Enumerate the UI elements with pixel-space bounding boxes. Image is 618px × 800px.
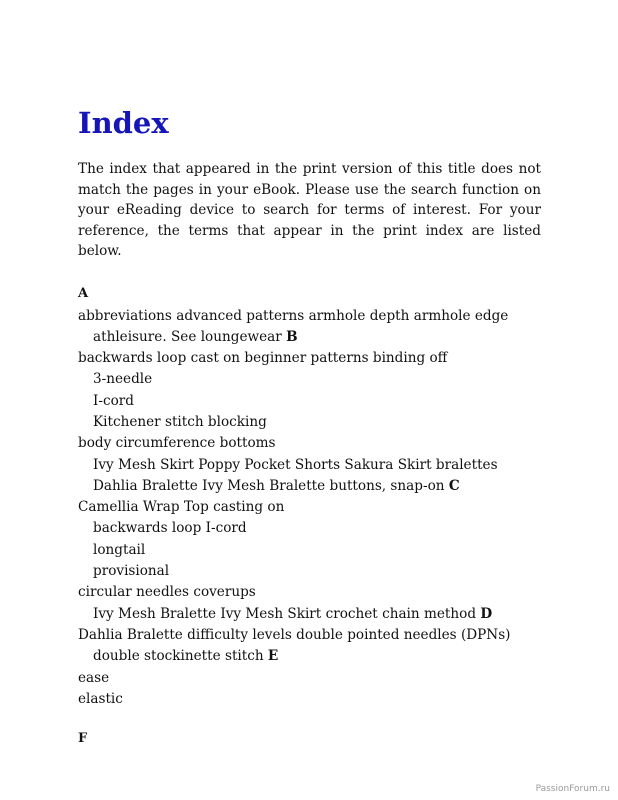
entry-text: backwards loop cast on beginner patterns binding off <box>78 350 448 367</box>
entry-text: Kitchener stitch blocking <box>93 413 267 430</box>
entry-text: Ivy Mesh Skirt Poppy Pocket Shorts Sakura Skirt bralettes <box>93 456 498 473</box>
entry-text: elastic <box>78 690 123 707</box>
entry-text: Dahlia Bralette Ivy Mesh Bralette buttons, snap-on <box>93 477 449 494</box>
index-entry <box>78 497 541 518</box>
index-subentry <box>78 476 541 497</box>
index-subentry <box>78 518 541 539</box>
index-subentry <box>78 369 541 390</box>
next-section-letter: D <box>480 605 493 622</box>
entry-text: circular needles coverups <box>78 584 256 601</box>
entry-text: body circumference bottoms <box>78 435 276 452</box>
index-entry <box>78 348 541 369</box>
entry-text: 3-needle <box>93 371 153 388</box>
section-letter-f: F <box>78 731 88 747</box>
entry-text: backwards loop I-cord <box>93 520 247 537</box>
index-subentry <box>78 561 541 582</box>
entry-text: Dahlia Bralette difficulty levels double pointed needles (DPNs) <box>78 626 511 643</box>
entry-text: Camellia Wrap Top casting on <box>78 499 285 516</box>
index-subentry <box>78 455 541 476</box>
index-subentry <box>78 412 541 433</box>
intro-paragraph: The index that appeared in the print version of this title does not match the pages in your eBook. Please use the search function on your eReading device to search for terms of interest. For your reference, the terms that appear in the print index are listed below. <box>78 161 541 259</box>
entry-text: Ivy Mesh Bralette Ivy Mesh Skirt crochet chain method <box>93 605 481 622</box>
index-page <box>78 104 541 749</box>
entry-text: provisional <box>93 563 170 580</box>
index-subentry <box>78 604 541 625</box>
entry-text: athleisure. See loungewear <box>93 328 287 345</box>
index-subentry <box>78 540 541 561</box>
entry-text: ease <box>78 669 110 686</box>
watermark: PassionForum.ru <box>535 784 610 794</box>
next-section-letter: B <box>286 328 298 345</box>
next-section-letter: C <box>448 477 460 494</box>
index-entry <box>78 582 541 603</box>
index-entry <box>78 625 541 646</box>
page-title: Index <box>78 106 169 140</box>
section-letter-a: A <box>78 285 89 301</box>
index-entry <box>78 689 541 710</box>
entry-text: I-cord <box>93 392 134 409</box>
index-subentry <box>78 391 541 412</box>
index-subentry <box>78 646 541 667</box>
index-entry <box>78 433 541 454</box>
index-entry <box>78 668 541 689</box>
index-entry <box>78 306 541 327</box>
entry-text: longtail <box>93 541 146 558</box>
entry-text: double stockinette stitch <box>93 648 268 665</box>
next-section-letter: E <box>267 648 279 665</box>
index-entries <box>78 306 541 711</box>
index-subentry <box>78 327 541 348</box>
entry-text: abbreviations advanced patterns armhole depth armhole edge <box>78 307 509 324</box>
